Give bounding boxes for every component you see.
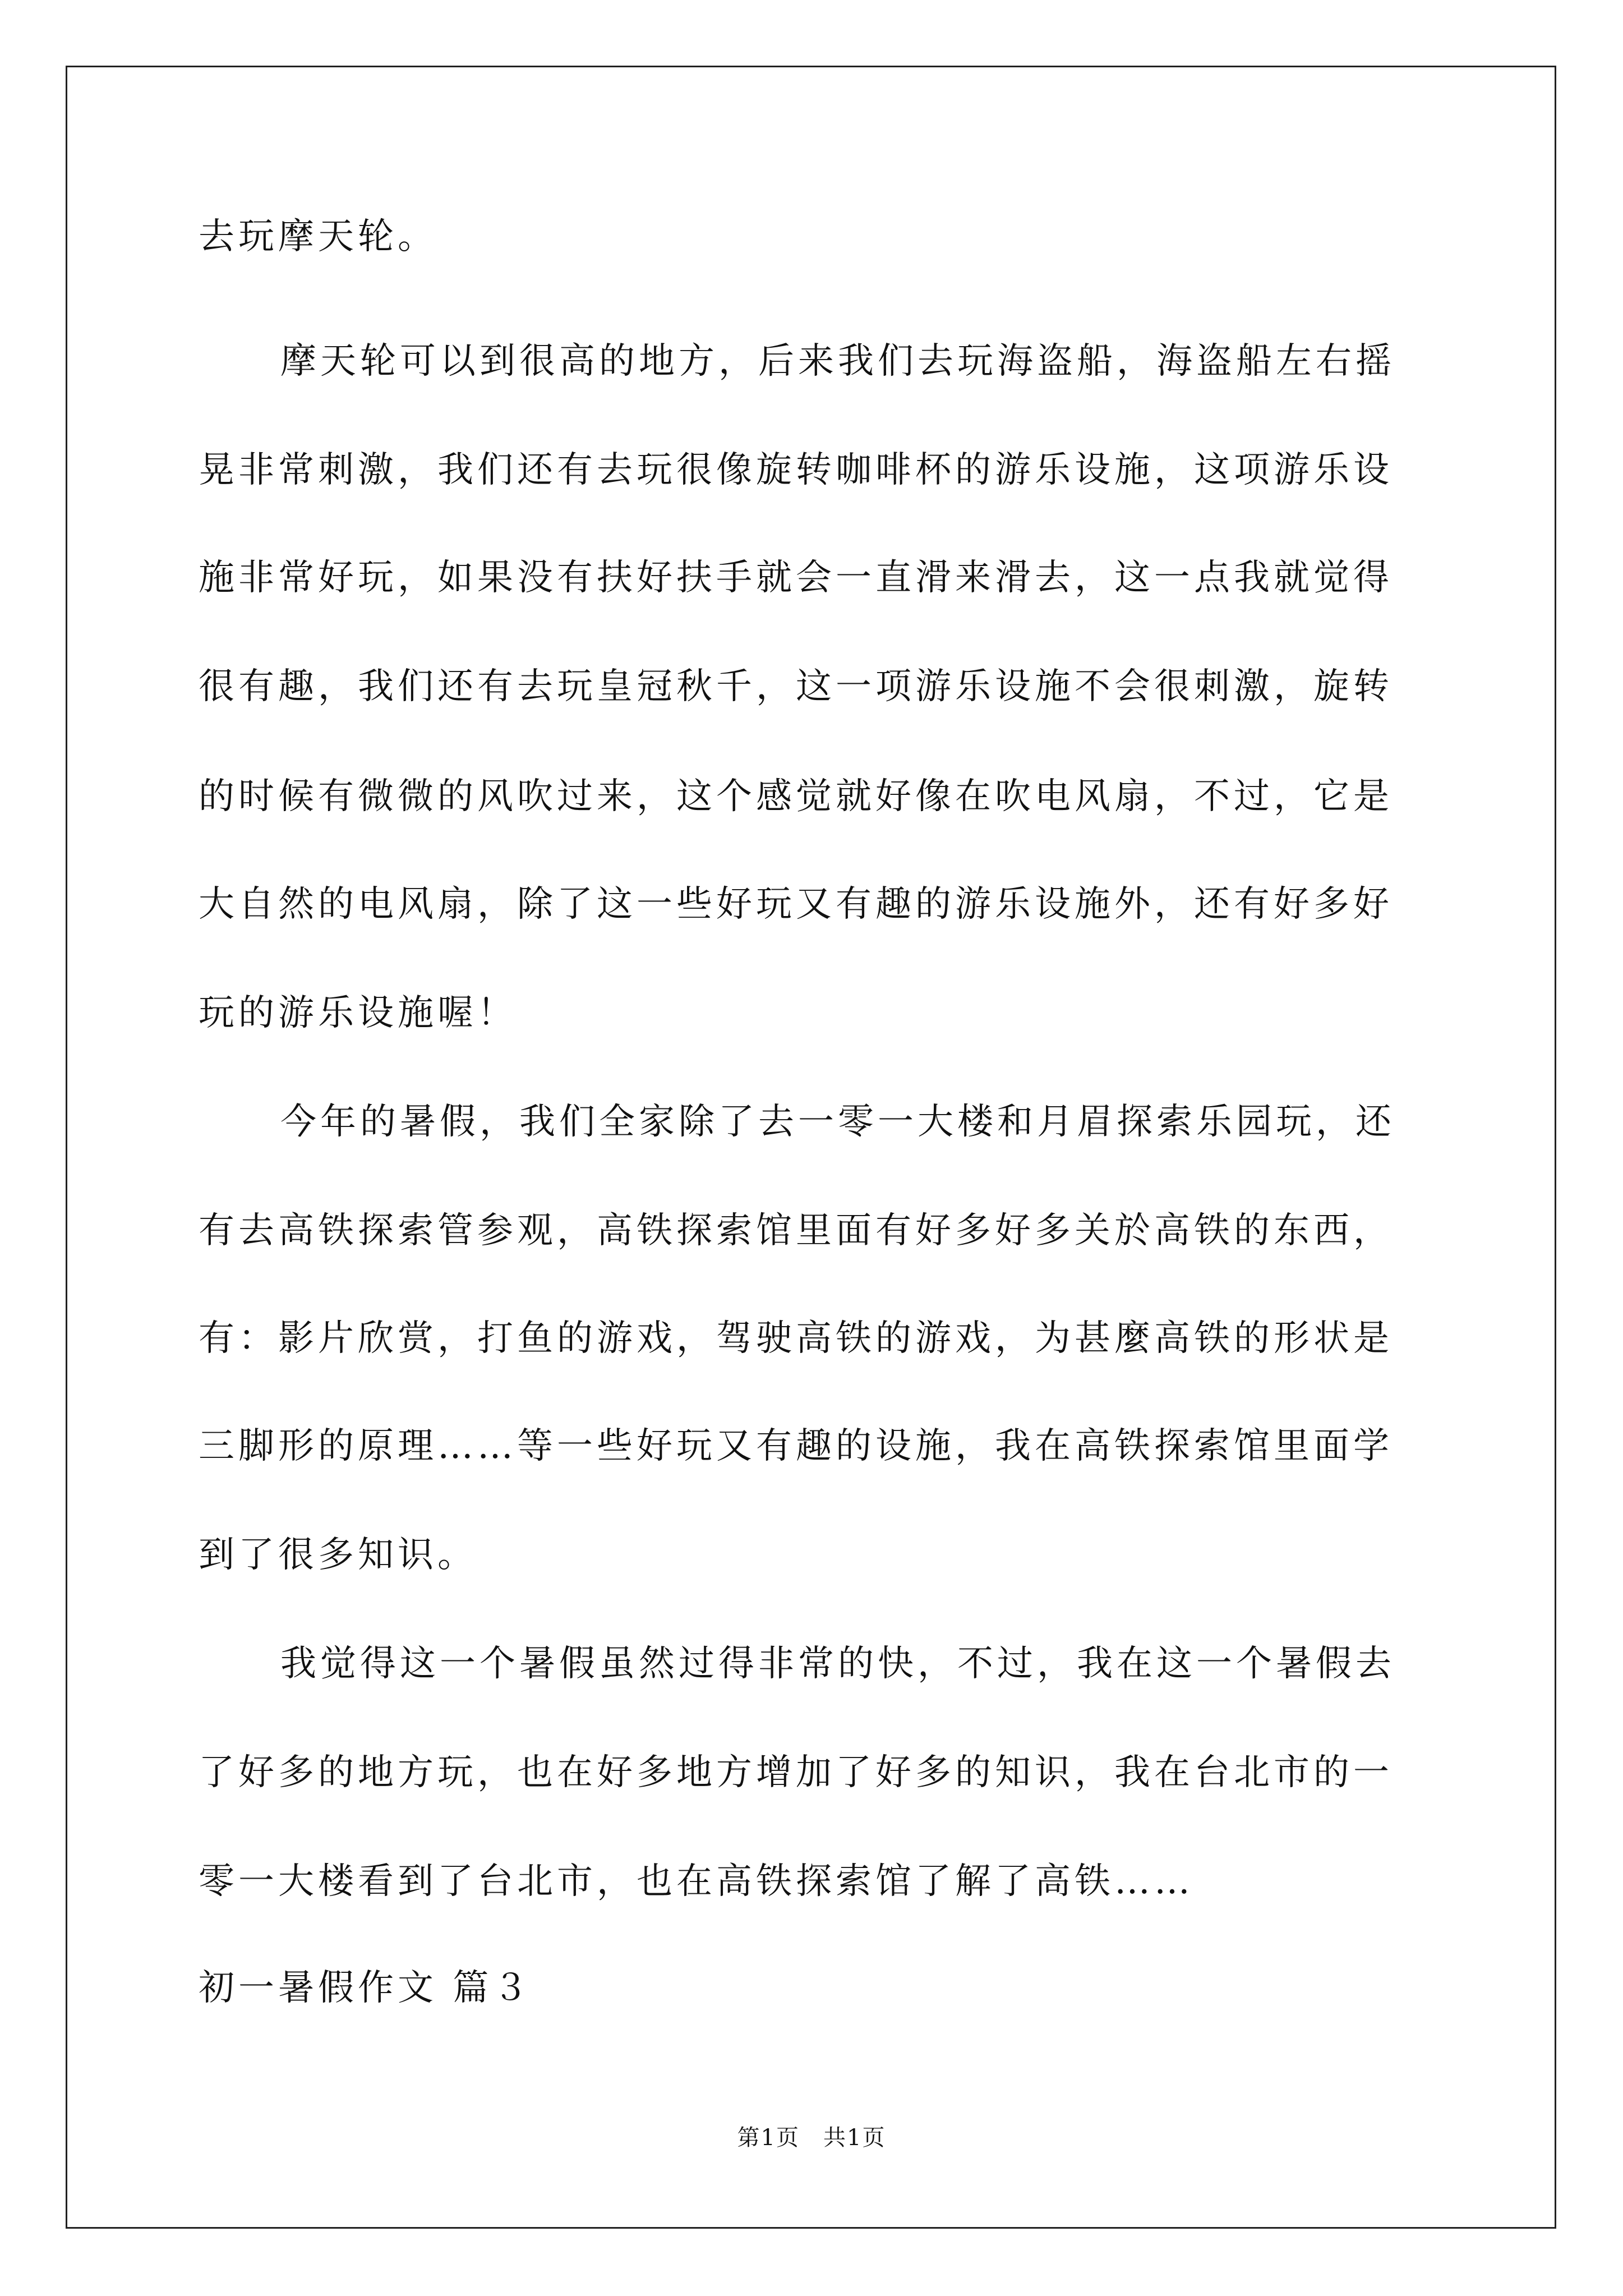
page-border — [66, 66, 1556, 2229]
text-line-1: 去玩摩天轮。 — [199, 216, 437, 257]
text-line-8: 玩的游乐设施喔！ — [199, 992, 517, 1034]
text-line-4: 施非常好玩，如果没有扶好扶手就会一直滑来滑去，这一点我就觉得 — [199, 557, 1393, 599]
text-line-14: 我觉得这一个暑假虽然过得非常的快，不过，我在这一个暑假去 — [280, 1643, 1395, 1685]
text-line-3: 晃非常刺激，我们还有去玩很像旋转咖啡杯的游乐设施，这项游乐设 — [199, 449, 1393, 491]
text-line-10: 有去高铁探索管参观，高铁探索馆里面有好多好多关於高铁的东西， — [199, 1210, 1393, 1251]
text-line-6: 的时候有微微的风吹过来，这个感觉就好像在吹电风扇，不过，它是 — [199, 776, 1393, 817]
text-line-15: 了好多的地方玩，也在好多地方增加了好多的知识，我在台北市的一 — [199, 1752, 1393, 1793]
text-line-11: 有：影片欣赏，打鱼的游戏，驾驶高铁的游戏，为甚麼高铁的形状是 — [199, 1318, 1393, 1359]
text-line-13: 到了很多知识。 — [199, 1534, 477, 1576]
text-line-2: 摩天轮可以到很高的地方，后来我们去玩海盗船，海盗船左右摇 — [280, 341, 1395, 382]
section-heading: 初一暑假作文 篇３ — [199, 1967, 533, 2009]
text-line-12: 三脚形的原理……等一些好玩又有趣的设施，我在高铁探索馆里面学 — [199, 1425, 1393, 1467]
text-line-7: 大自然的电风扇，除了这一些好玩又有趣的游乐设施外，还有好多好 — [199, 884, 1393, 925]
text-line-5: 很有趣，我们还有去玩皇冠秋千，这一项游乐设施不会很刺激，旋转 — [199, 666, 1393, 707]
page-number-footer: 第1页 共1页 — [737, 2125, 886, 2151]
text-line-16: 零一大楼看到了台北市，也在高铁探索馆了解了高铁…… — [199, 1861, 1194, 1902]
text-line-9: 今年的暑假，我们全家除了去一零一大楼和月眉探索乐园玩，还 — [280, 1101, 1395, 1143]
